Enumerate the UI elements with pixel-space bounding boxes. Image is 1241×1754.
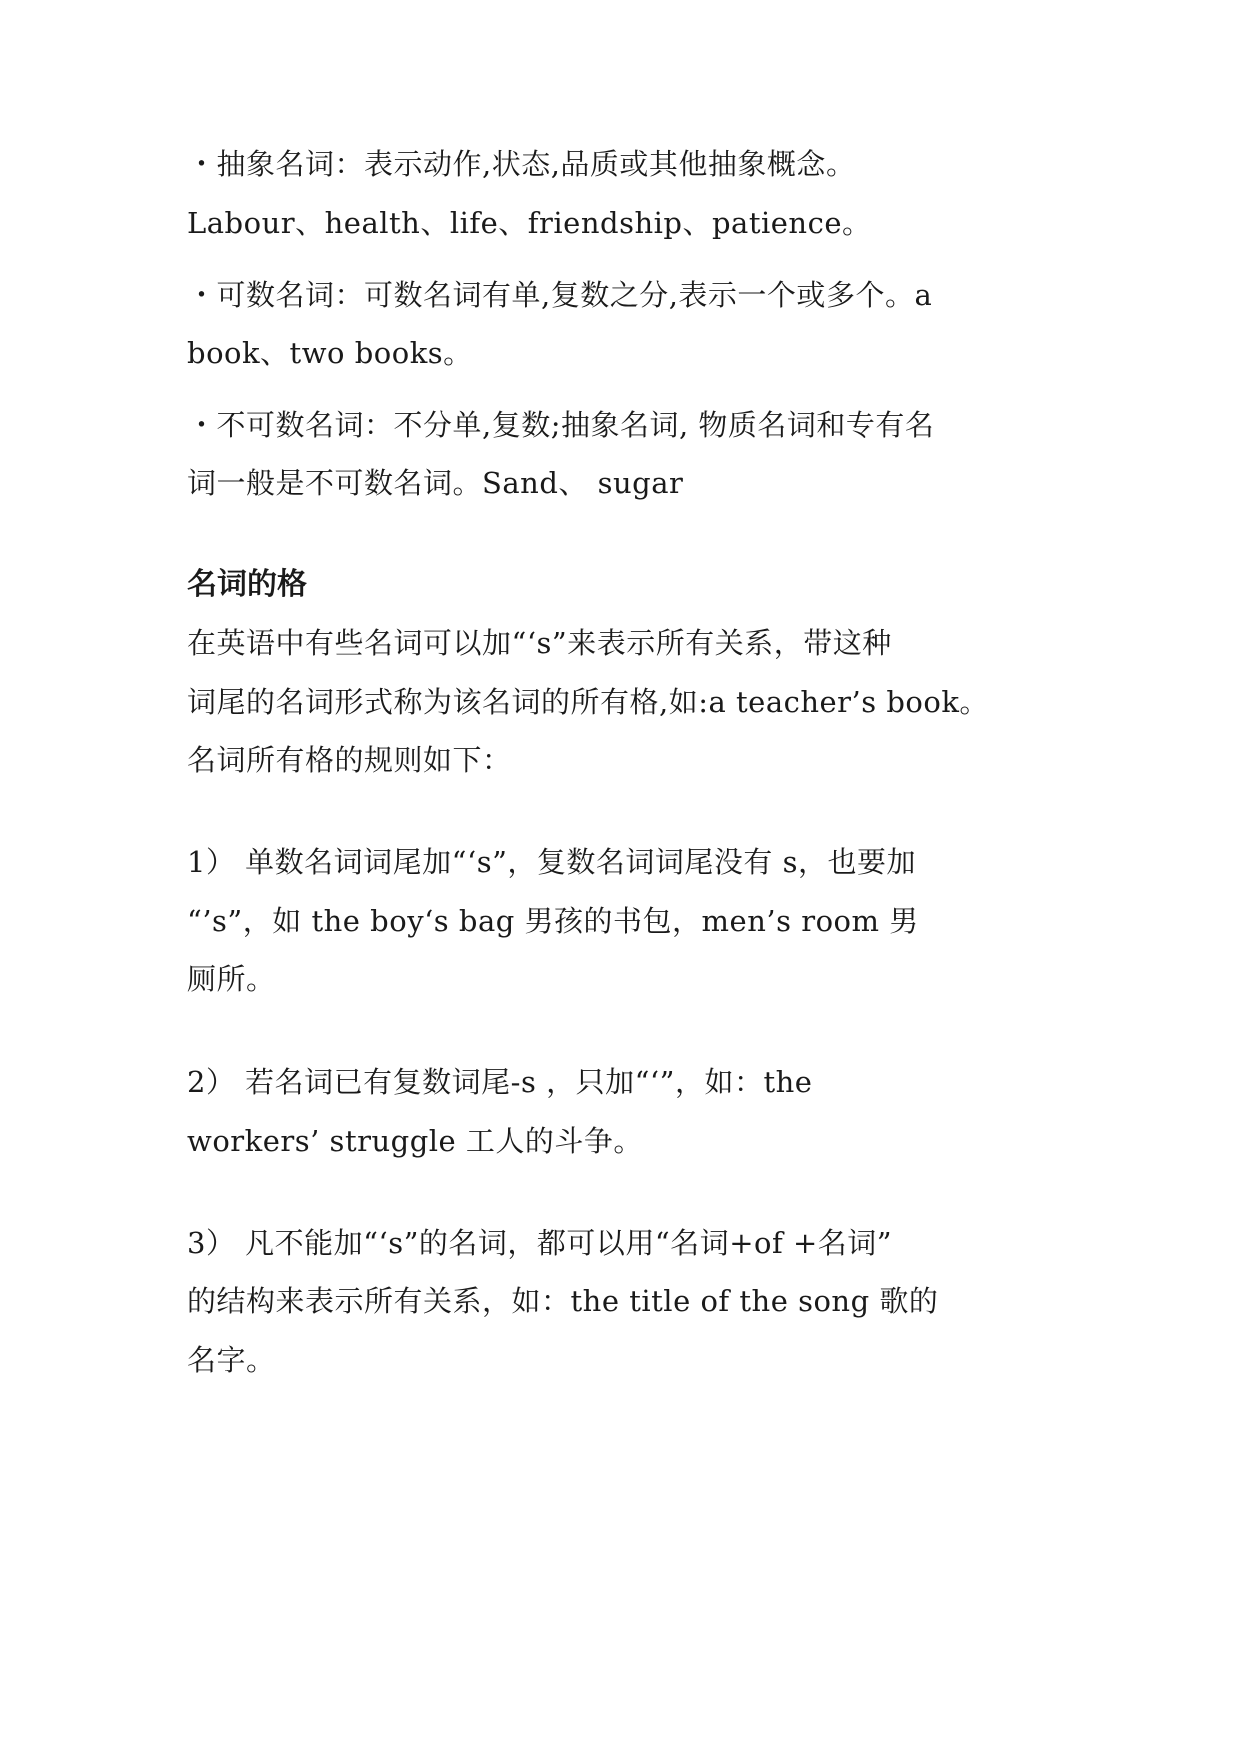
section-heading: 名词的格 [187, 567, 307, 602]
rule-1-line-2: “’s”，如 the boy‘s bag 男孩的书包，men’s room 男 [187, 904, 919, 938]
rule-3-line-1: 3） 凡不能加“‘s”的名词，都可以用“名词+of +名词” [187, 1226, 893, 1260]
countable-noun-examples: book、two books。 [187, 336, 473, 370]
case-intro-line-1: 在英语中有些名词可以加“‘s”来表示所有关系，带这种 [187, 626, 892, 660]
rule-3-line-2: 的结构来表示所有关系，如：the title of the song 歌的 [187, 1284, 939, 1318]
abstract-noun-definition: ・抽象名词：表示动作,状态,品质或其他抽象概念。 [187, 147, 856, 181]
rule-2-line-1: 2） 若名词已有复数词尾-s ，只加“‘”，如：the [187, 1065, 813, 1099]
case-intro-line-3: 名词所有格的规则如下： [187, 743, 512, 777]
countable-noun-definition: ・可数名词：可数名词有单,复数之分,表示一个或多个。a [187, 278, 933, 312]
rule-1-line-3: 厕所。 [187, 962, 276, 996]
rule-2-line-2: workers’ struggle 工人的斗争。 [187, 1124, 643, 1158]
case-intro-line-2: 词尾的名词形式称为该名词的所有格,如:a teacher’s book。 [187, 685, 989, 719]
rule-3-line-3: 名字。 [187, 1343, 276, 1377]
uncountable-noun-examples: 词一般是不可数名词。Sand、 sugar [187, 466, 684, 500]
rule-1-line-1: 1） 单数名词词尾加“‘s”，复数名词词尾没有 s，也要加 [187, 845, 917, 879]
uncountable-noun-definition: ・不可数名词：不分单,复数;抽象名词, 物质名词和专有名 [187, 408, 935, 442]
abstract-noun-examples: Labour、health、life、friendship、patience。 [187, 206, 872, 240]
